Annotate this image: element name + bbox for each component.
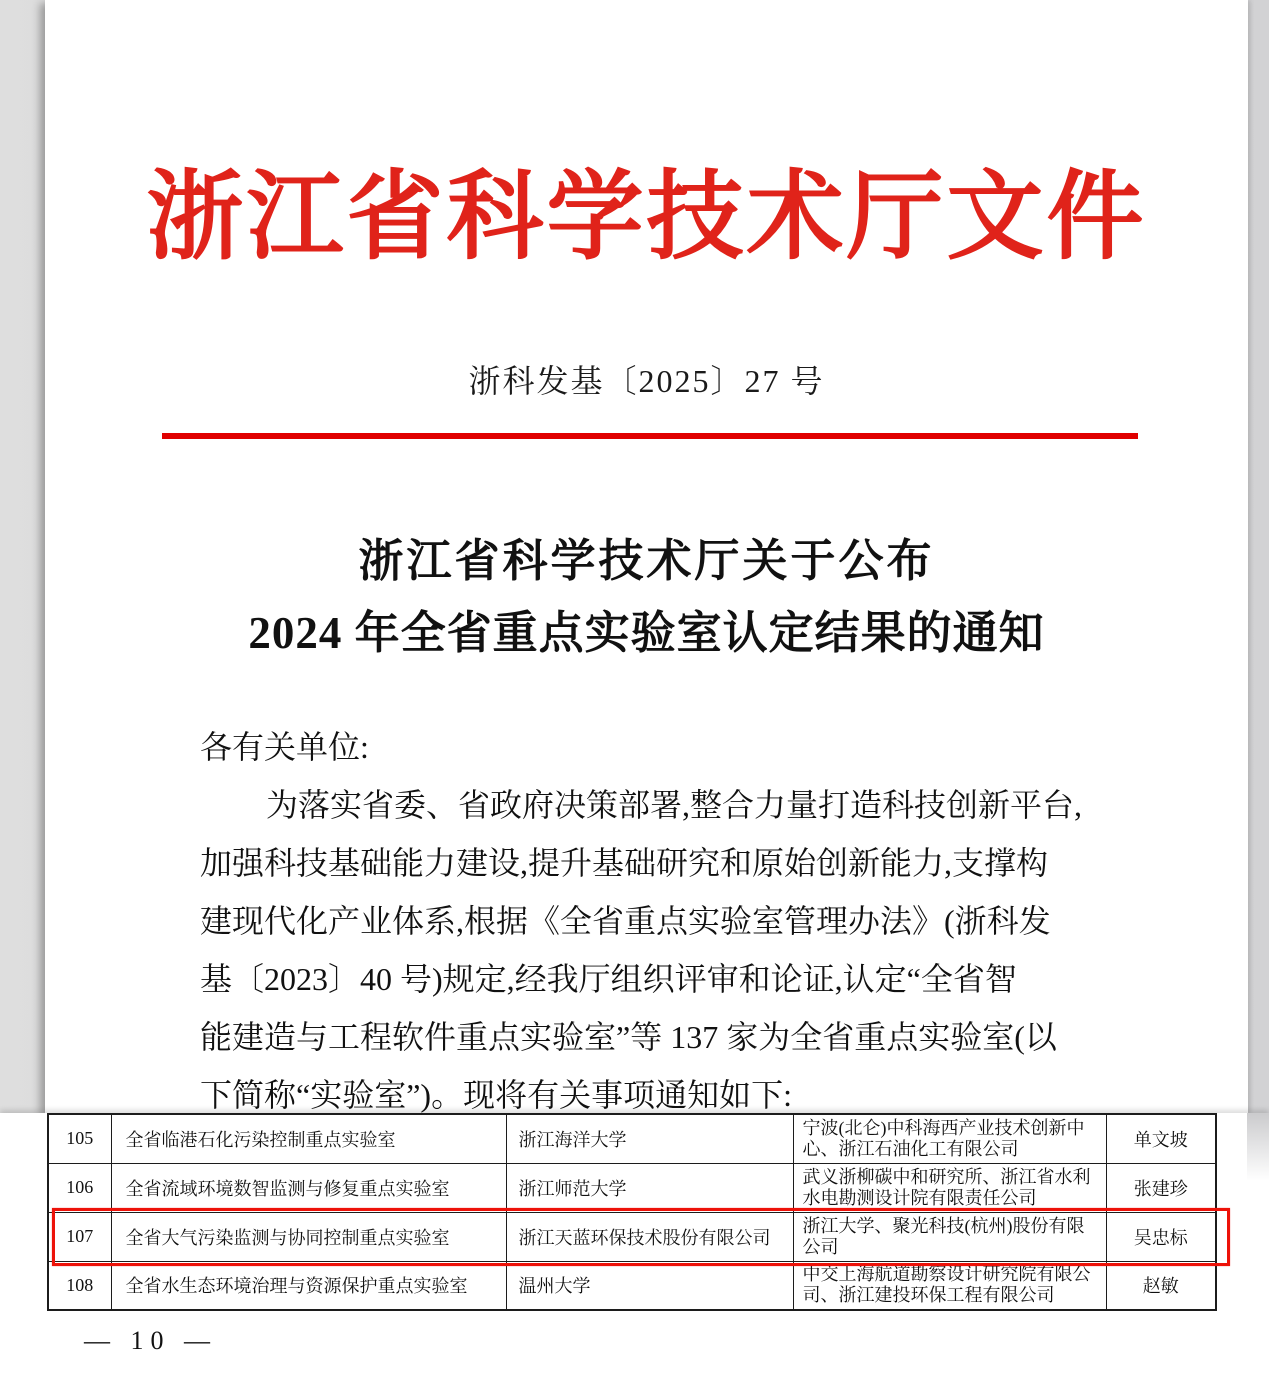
body-line: 建现代化产业体系,根据《全省重点实验室管理办法》(浙科发 — [200, 903, 1051, 939]
document-reference-number: 浙科发基〔2025〕27 号 — [468, 363, 825, 399]
cell-partners: 武义浙柳碳中和研究所、浙江省水利水电勘测设计院有限责任公司 — [793, 1163, 1106, 1212]
cell-director: 赵敏 — [1106, 1261, 1216, 1310]
page-number: — 10 — — [84, 1326, 217, 1355]
cell-lab-name: 全省水生态环境治理与资源保护重点实验室 — [111, 1261, 506, 1310]
body-line: 基〔2023〕40 号)规定,经我厅组织评审和论证,认定“全省智 — [200, 961, 1017, 997]
cell-row-number: 107 — [48, 1212, 111, 1261]
cell-row-number: 108 — [48, 1261, 111, 1310]
cell-director: 单文坡 — [1106, 1114, 1216, 1163]
lab-list-table-sheet — [0, 1113, 1269, 1386]
table-row-highlighted — [48, 1212, 1216, 1261]
body-line: 加强科技基础能力建设,提升基础研究和原始创新能力,支撑构 — [200, 845, 1049, 881]
document-page — [45, 0, 1248, 1113]
cell-institution: 浙江海洋大学 — [506, 1114, 793, 1163]
body-line: 下简称“实验室”)。现将有关事项通知如下: — [200, 1077, 792, 1113]
cell-partners: 宁波(北仑)中科海西产业技术创新中心、浙江石油化工有限公司 — [793, 1114, 1106, 1163]
key-lab-results-table — [47, 1113, 1217, 1311]
body-line: 为落实省委、省政府决策部署,整合力量打造科技创新平台, — [266, 787, 1083, 823]
agency-letterhead-title: 浙江省科学技术厅文件 — [146, 164, 1147, 271]
notice-body — [200, 718, 1125, 1124]
cell-director: 吴忠标 — [1106, 1212, 1216, 1261]
cell-partners: 浙江大学、聚光科技(杭州)股份有限公司 — [793, 1212, 1106, 1261]
notice-title-line1: 浙江省科学技术厅关于公布 — [358, 536, 935, 586]
red-divider-rule — [162, 433, 1138, 439]
cell-row-number: 105 — [48, 1114, 111, 1163]
cell-lab-name: 全省流域环境数智监测与修复重点实验室 — [111, 1163, 506, 1212]
cell-institution: 温州大学 — [506, 1261, 793, 1310]
cell-partners: 中交上海航道勘察设计研究院有限公司、浙江建投环保工程有限公司 — [793, 1261, 1106, 1310]
table-row — [48, 1114, 1216, 1163]
notice-title-line2: 2024 年全省重点实验室认定结果的通知 — [248, 608, 1045, 658]
page-edge-shadow — [1247, 1113, 1269, 1181]
cell-lab-name: 全省大气污染监测与协同控制重点实验室 — [111, 1212, 506, 1261]
cell-institution: 浙江天蓝环保技术股份有限公司 — [506, 1212, 793, 1261]
salutation: 各有关单位: — [200, 729, 369, 765]
table-row — [48, 1261, 1216, 1310]
cell-institution: 浙江师范大学 — [506, 1163, 793, 1212]
body-line: 能建造与工程软件重点实验室”等 137 家为全省重点实验室(以 — [200, 1019, 1057, 1055]
table-row — [48, 1163, 1216, 1212]
cell-director: 张建珍 — [1106, 1163, 1216, 1212]
cell-lab-name: 全省临港石化污染控制重点实验室 — [111, 1114, 506, 1163]
cell-row-number: 106 — [48, 1163, 111, 1212]
